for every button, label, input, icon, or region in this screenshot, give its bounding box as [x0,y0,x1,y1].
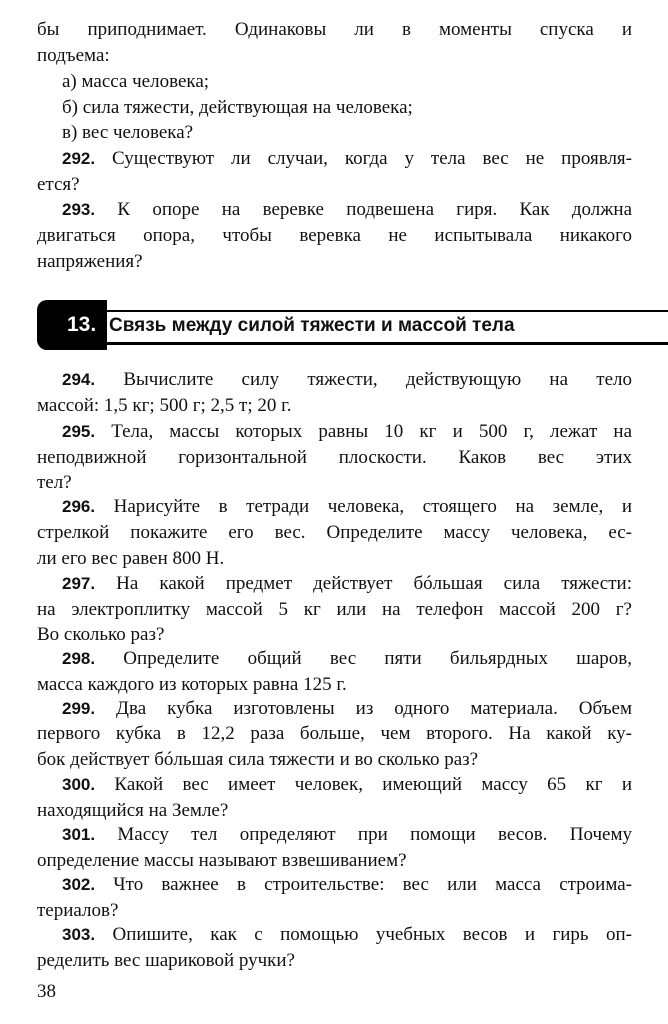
problem-293-line-3: напряжения? [37,251,143,272]
problem-text: Массу тел определяют при помощи весов. Почему [95,824,632,845]
problem-294-line-1 [62,368,632,392]
problem-292-line-1 [62,147,632,171]
problem-text: Нарисуйте в тетради человека, стоящего на земле, и [95,496,632,517]
section-header [37,300,668,350]
problem-295-line-3: тел? [37,472,72,493]
problem-number: 293. [62,200,96,219]
problem-text: Тела, массы которых равны 10 кг и 500 г, лежат на [95,421,632,442]
problem-number: 300. [62,775,96,794]
problem-number: 301. [62,825,96,844]
problem-number: 292. [62,149,96,168]
problem-text: Какой вес имеет человек, имеющий массу 65 кг и [95,774,632,795]
problem-text: Вычислите силу тяжести, действующую на тело [95,369,632,390]
problem-293-line-1 [62,198,632,222]
problem-number: 298. [62,649,96,668]
problem-number: 302. [62,875,96,894]
problem-295-line-2: неподвижной горизонтальной плоскости. Каков вес этих [37,447,632,468]
problem-number: 303. [62,925,96,944]
problem-number: 299. [62,699,96,718]
problem-text: На какой предмет действует бóльшая сила тяжести: [95,573,632,594]
intro-item-a: а) масса человека; [62,71,210,92]
problem-303-line-2: ределить вес шариковой ручки? [37,950,295,971]
problem-295-line-1 [62,420,632,444]
problem-text: Опишите, как с помощью учебных весов и гирь оп- [95,924,632,945]
problem-299-line-1 [62,697,632,721]
problem-number: 296. [62,497,96,516]
problem-302-line-1 [62,873,632,897]
problem-297-line-1 [62,572,632,596]
problem-303-line-1 [62,923,632,947]
problem-293-line-2: двигаться опора, чтобы веревка не испытывала никакого [37,225,632,246]
problem-text: Два кубка изготовлены из одного материала. Объем [95,698,632,719]
problem-298-line-2: масса каждого из которых равна 125 г. [37,674,347,695]
section-rule-bottom [107,342,668,345]
problem-text: Что важнее в строительстве: вес или масса строима- [95,874,632,895]
problem-number: 297. [62,574,96,593]
problem-296-line-2: стрелкой покажите его вес. Определите массу человека, ес- [37,522,632,543]
problem-301-line-1 [62,823,632,847]
intro-item-c: в) вес человека? [62,122,194,143]
problem-298-line-1 [62,647,632,671]
intro-line-2: подъема: [37,45,110,66]
problem-296-line-3: ли его вес равен 800 Н. [37,548,225,569]
problem-296-line-1 [62,495,632,519]
section-number: 13. [67,313,97,336]
problem-292-line-2: ется? [37,174,80,195]
problem-300-line-2: находящийся на Земле? [37,800,229,821]
problem-text: К опоре на веревке подвешена гиря. Как должна [95,199,632,220]
intro-line-1: бы приподнимает. Одинаковы ли в моменты спуска и [37,19,632,40]
problem-300-line-1 [62,773,632,797]
problem-text: Определите общий вес пяти бильярдных шаров, [95,648,632,669]
problem-299-line-2: первого кубка в 12,2 раза больше, чем второго. На какой ку- [37,723,632,744]
section-title: Связь между силой тяжести и массой тела [109,315,515,336]
section-rule-top [107,310,668,312]
problem-297-line-2: на электроплитку массой 5 кг или на телефон массой 200 г? [37,599,632,620]
problem-299-line-3: бок действует бóльшая сила тяжести и во сколько раз? [37,749,479,770]
problem-302-line-2: териалов? [37,900,119,921]
intro-item-b: б) сила тяжести, действующая на человека; [62,97,413,118]
problem-number: 294. [62,370,96,389]
problem-number: 295. [62,422,96,441]
problem-294-line-2: массой: 1,5 кг; 500 г; 2,5 т; 20 г. [37,395,292,416]
problem-301-line-2: определение массы называют взвешиванием? [37,850,407,871]
page-number: 38 [37,981,56,1002]
problem-text: Существуют ли случаи, когда у тела вес не проявля- [95,148,632,169]
problem-297-line-3: Во сколько раз? [37,624,165,645]
